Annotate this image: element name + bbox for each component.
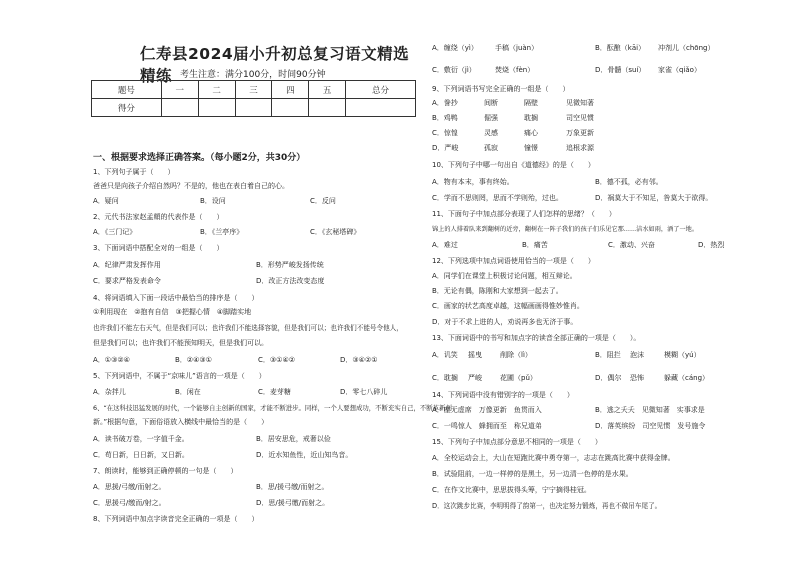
option[interactable]: B．无论有偶，陈刚和大家想到一起去了。: [432, 287, 563, 295]
option-word: 司空见惯: [566, 114, 594, 122]
question-1-text: 爸爸只是向孩子介绍自然吗？不是的，他也在表白着自己的心。: [93, 182, 289, 190]
score-table-header-cell: 一: [161, 81, 198, 99]
option-word: 倔强: [484, 114, 498, 122]
option[interactable]: C．要求严格发表命令: [93, 277, 161, 285]
score-cell[interactable]: [346, 99, 416, 117]
option[interactable]: D．③④②①: [340, 356, 378, 364]
option[interactable]: B．德不孤，必有邻。: [595, 178, 663, 186]
option[interactable]: C．麦芽糖: [258, 388, 291, 396]
question-11: 11、下面句子中加点部分表现了人们怎样的思绪？（ ）: [432, 210, 616, 218]
option[interactable]: D．祸莫大于不知足，咎莫大于欲得。: [595, 194, 713, 202]
question-14: 14、下列词语中没有错别字的一项是（ ）: [432, 391, 574, 399]
option[interactable]: B．酝酿（kāi）: [595, 44, 646, 52]
question-15: 15、下列句子中加点部分意思不相同的一项是（ ）: [432, 438, 602, 446]
option-word: 耽搁: [524, 114, 538, 122]
option-word: 追根求源: [566, 144, 594, 152]
option[interactable]: B．设问: [200, 197, 226, 205]
option[interactable]: D．这次跳步比赛，李明明得了韵第一，也决定努力锻炼，再也不做吊车尾了。: [432, 502, 662, 510]
option[interactable]: D．对于不求上进的人，劝说再多也无济于事。: [432, 318, 578, 326]
question-10: 10、下列句子中哪一句出自《道德经》的是（ ）: [432, 161, 595, 169]
option[interactable]: D．改正方法改变态度: [256, 277, 325, 285]
score-row-label: 得分: [92, 99, 162, 117]
option[interactable]: C．《玄秘塔碑》: [310, 228, 361, 236]
option-word: 削除（lì）: [500, 351, 532, 359]
question-4-text: 也许我们不能左右天气，但是我们可以；也许我们不能选择容貌，但是我们可以；也许我们不能号令他人，: [93, 324, 403, 332]
option[interactable]: C．激动、兴奋: [608, 241, 655, 249]
option-word: 冲剂儿（chōng）: [658, 44, 715, 52]
option[interactable]: A．物有本末，事有终始。: [432, 178, 514, 186]
score-table-header-cell: 二: [198, 81, 235, 99]
section-heading: 一、根据要求选择正确答案。（每小题2分，共30分）: [93, 153, 306, 163]
score-table: [91, 80, 416, 117]
score-table-header-cell: 三: [235, 81, 272, 99]
option[interactable]: B．试验阻前，一边一样停的是黑土，另一边清一色停的是水果。: [432, 470, 633, 478]
option[interactable]: D．热烈: [698, 241, 725, 249]
option[interactable]: A．思援/弓缴/而射之。: [93, 483, 166, 491]
option-word: 焚烧（fèn）: [495, 66, 535, 74]
question-8: 8、下列词语中加点字读音完全正确的一项是（ ）: [93, 515, 259, 523]
score-cell[interactable]: [198, 99, 235, 117]
option-word: 躲藏（cáng）: [664, 374, 710, 382]
score-table-score-row: [92, 99, 416, 117]
question-13: 13、下面词语中的书写和加点字的读音全部正确的一项是（ ）。: [432, 334, 641, 342]
option[interactable]: D．偶尔: [595, 374, 622, 382]
score-cell[interactable]: [309, 99, 346, 117]
question-9: 9、下列词语书写完全正确的一组是（ ）: [432, 85, 570, 93]
option[interactable]: C．一鸣惊人 蜂拥而至 称兄道弟: [432, 422, 542, 430]
option[interactable]: D．思/援弓缴/而射之。: [256, 499, 330, 507]
option-word: 间断: [484, 99, 498, 107]
option-word: 痛心: [524, 129, 538, 137]
option[interactable]: C．苟日新，日日新，又日新。: [93, 451, 189, 459]
option[interactable]: B．痛苦: [522, 241, 548, 249]
question-3: 3、下面词语中搭配全对的一组是（ ）: [93, 244, 224, 252]
question-12: 12、下列选项中加点词语使用恰当的一项是（ ）: [432, 257, 595, 265]
option-word: 模糊（yú）: [664, 351, 701, 359]
right-column: [420, 0, 794, 562]
option[interactable]: B．闲在: [175, 388, 201, 396]
option-word: 摇曳: [468, 351, 482, 359]
option-word: 家雀（qiǎo）: [658, 66, 701, 74]
option[interactable]: A．杂拌儿: [93, 388, 126, 396]
option[interactable]: A．全校运动会上，大山在短跑比赛中勇夺第一，志志在跳高比赛中获得金牌。: [432, 454, 675, 462]
option[interactable]: A．讥笑: [432, 351, 458, 359]
option[interactable]: A．誊抄: [432, 99, 458, 107]
option[interactable]: B．鸡鸭: [432, 114, 458, 122]
score-cell[interactable]: [235, 99, 272, 117]
option[interactable]: B．②④③①: [175, 356, 212, 364]
option-word: 花圃（pǔ）: [500, 374, 537, 382]
option[interactable]: B．逃之夭夭 见微知著 实事求是: [595, 406, 705, 414]
score-table-header-cell: 四: [272, 81, 309, 99]
option[interactable]: A．《三门记》: [93, 228, 137, 236]
score-table-header-cell: 总分: [346, 81, 416, 99]
option[interactable]: A．纪律严肃发挥作用: [93, 261, 161, 269]
option[interactable]: C．学而不思则罔，思而不学则殆，过也。: [432, 194, 563, 202]
option[interactable]: D．严峻: [432, 144, 459, 152]
option[interactable]: C．在作文比赛中，思思拔得头筹，宁宁摘得桂冠。: [432, 486, 591, 494]
score-cell[interactable]: [161, 99, 198, 117]
option[interactable]: A．①③②④: [93, 356, 130, 364]
option[interactable]: A．同学们在课堂上积极讨论问题，相互辩论。: [432, 272, 577, 280]
option-word: 见微知著: [566, 99, 594, 107]
option[interactable]: B．《兰亭序》: [200, 228, 244, 236]
option[interactable]: A．座无虚席 万像更新 鱼贯而入: [432, 406, 542, 414]
option-word: 灵感: [484, 129, 498, 137]
question-4-text: 但是我们可以；也许我们不能预知明天，但是我们可以。: [93, 339, 268, 347]
page-title: 仁寿县2024届小升初总复习语文精选精练: [140, 45, 410, 85]
option[interactable]: D．零七八碎儿: [340, 388, 388, 396]
option[interactable]: C．惊惶: [432, 129, 458, 137]
exam-notice: 考生注意：满分100分，时间90分钟: [180, 70, 326, 80]
option[interactable]: B．居安思危，戒奢以俭: [256, 435, 331, 443]
option-word: 严峻: [468, 374, 482, 382]
option-word: 万象更新: [566, 129, 594, 137]
option[interactable]: A．缠绕（yì）: [432, 44, 478, 52]
question-6: 6、“在这科技迅猛发展的时代，一个能够自主创新的国家，才能不断进步。同样，一个人要想成功，不断充实自己，不断革新创: [93, 404, 452, 412]
option[interactable]: B．形势严峻发扬传统: [256, 261, 324, 269]
score-table-header-cell: 五: [309, 81, 346, 99]
option-word: 手稿（juàn）: [495, 44, 539, 52]
question-6-text: 新。”根据句意，下面俗语放入横线中最恰当的是（ ）: [93, 418, 269, 426]
option[interactable]: C．思援弓/缴而/射之。: [93, 499, 166, 507]
option[interactable]: C．画家的状艺高度卓越，这幅画画得惟妙惟肖。: [432, 302, 584, 310]
option-word: 恐怖: [630, 374, 644, 382]
question-4: 4、将词语填入下面一段话中最恰当的排序是（ ）: [93, 294, 259, 302]
option[interactable]: A．读书破万卷，一字值千金。: [93, 435, 189, 443]
score-table-header-cell: 题号: [92, 81, 162, 99]
option[interactable]: A．难过: [432, 241, 458, 249]
option[interactable]: D．近水知鱼性，近山知鸟音。: [256, 451, 353, 459]
question-1: 1、下列句子属于（ ）: [93, 168, 175, 176]
question-7: 7、朗读时，能够到正确停顿的一句是（ ）: [93, 467, 238, 475]
option-word: 隔壁: [524, 99, 538, 107]
option-word: 泡沫: [630, 351, 644, 359]
option[interactable]: D．落英缤纷 司空见惯 发号施令: [595, 422, 706, 430]
option-word: 憧憬: [524, 144, 538, 152]
question-11-text: 锦上的人排着队来到翻树的近旁，翻树在一阵子我们的孩子们乐见它那……洁水如雨，酒了一地。: [432, 226, 699, 233]
option[interactable]: C．敷衍（jì）: [432, 66, 476, 74]
option[interactable]: A．疑问: [93, 197, 119, 205]
question-2: 2、元代书法家赵孟頫的代表作是（ ）: [93, 213, 224, 221]
option[interactable]: B．阻拦: [595, 351, 621, 359]
option[interactable]: D．骨髓（suí）: [595, 66, 646, 74]
option[interactable]: C．耽搁: [432, 374, 458, 382]
question-5: 5、下列词语中，不属于“京味儿”语言的一项是（ ）: [93, 372, 266, 380]
score-cell[interactable]: [272, 99, 309, 117]
score-table-header-row: [92, 81, 416, 99]
option[interactable]: B．思/援弓缴/而射之。: [256, 483, 329, 491]
option-word: 孤寂: [484, 144, 498, 152]
option[interactable]: C．反问: [310, 197, 336, 205]
option[interactable]: C．③①④②: [258, 356, 295, 364]
question-4-words: ①利用现在 ②抱有自信 ③把握心情 ④脚踏实地: [93, 308, 252, 316]
